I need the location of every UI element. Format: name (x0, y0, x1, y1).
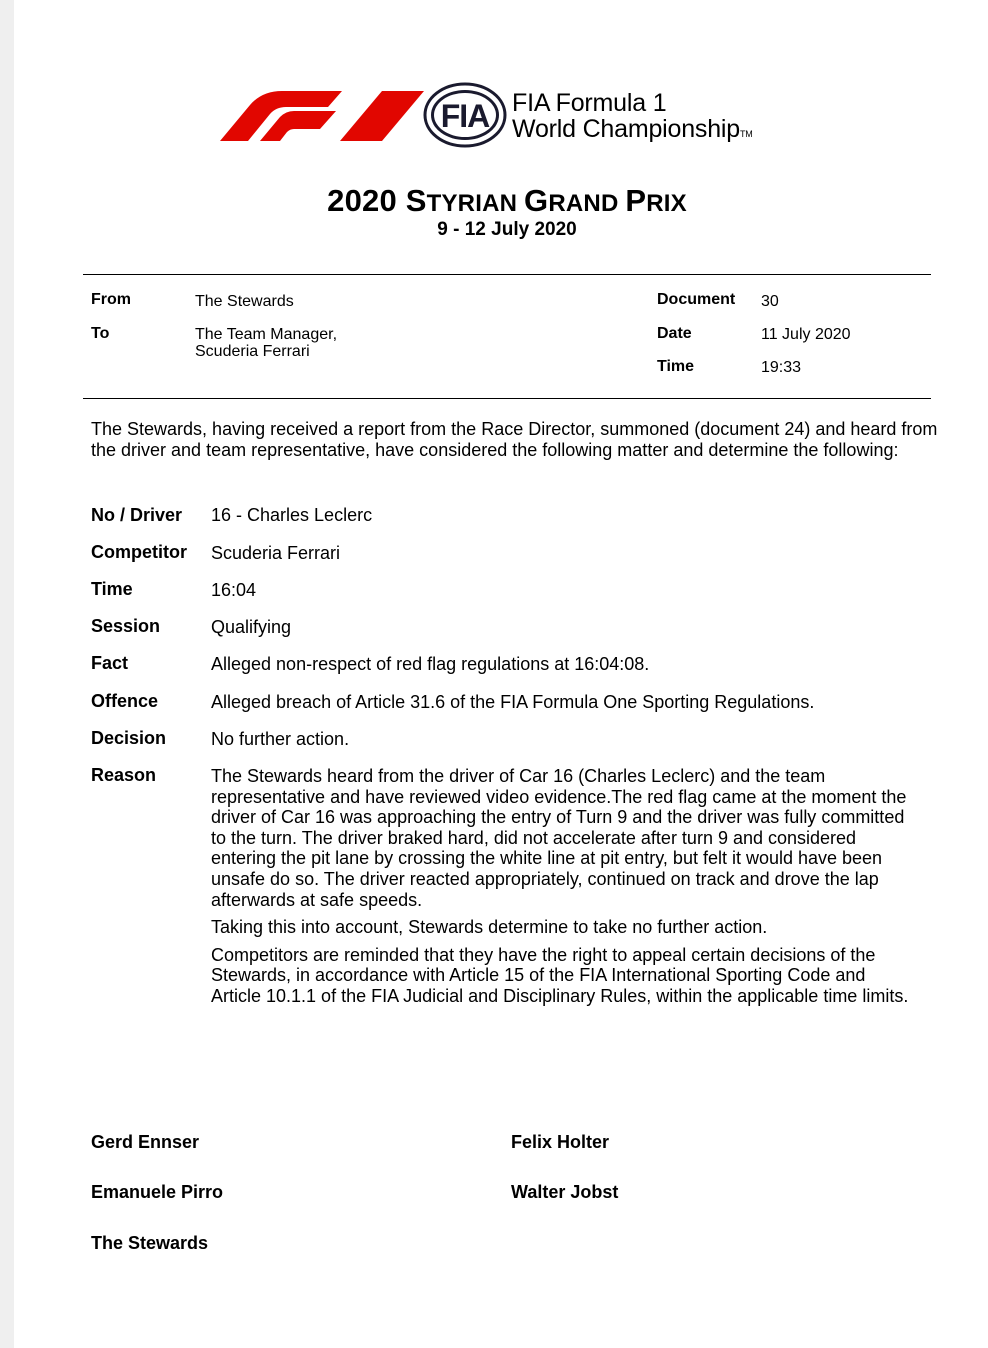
trademark: TM (740, 129, 753, 139)
incident-time-value: 16:04 (211, 580, 257, 600)
to-value-line-1: The Team Manager, (195, 326, 338, 343)
competitor-value: Scuderia Ferrari (211, 543, 341, 563)
steward-signature-4: Walter Jobst (511, 1182, 619, 1202)
time-label: Time (657, 358, 695, 375)
to-label: To (91, 325, 110, 342)
intro-paragraph: The Stewards, having received a report from the Race Director, summoned (document 24) and heard from the driver and team representative, have considered the following matter and determine the following: (91, 419, 938, 460)
reason-paragraph-1: The Stewards heard from the driver of Car 16 (Charles Leclerc) and the team representative and have reviewed video evidence.The red flag came at the moment the driver of Car 16 was approaching the entry of Turn 9 and the driver was fully committed to the turn. The driver braked hard, did not accelerate after turn 9 and considered entering the pit lane by crossing the white line at pit entry, but felt it would have been unsafe do so. The driver reacted appropriately, continued on track and drove the lap afterwards at safe speeds. (211, 766, 907, 910)
steward-signature-1: Gerd Ennser (91, 1132, 200, 1152)
competitor-label: Competitor (91, 542, 187, 562)
fia-logo-icon (422, 82, 508, 148)
document-label: Document (657, 291, 736, 308)
reason-label: Reason (91, 765, 157, 785)
session-value: Qualifying (211, 617, 292, 637)
reason-paragraph-3: Competitors are reminded that they have the right to appeal certain decisions of the Stewards, in accordance with Article 15 of the FIA International Sporting Code and Article 10.1.1 of the FIA Judicial and Disciplinary Rules, within the applicable time limits. (211, 944, 909, 1006)
decision-label: Decision (91, 728, 167, 748)
reason-paragraph-2: Taking this into account, Stewards determine to take no further action. (211, 917, 768, 938)
date-label: Date (657, 325, 692, 342)
date-value: 11 July 2020 (761, 326, 851, 343)
top-divider (83, 274, 931, 275)
svg-text:FIA: FIA (440, 98, 490, 134)
brand-line-2: World ChampionshipTM (512, 115, 753, 143)
header-logos (220, 80, 820, 150)
fact-value: Alleged non-respect of red flag regulations at 16:04:08. (211, 654, 650, 674)
fact-label: Fact (91, 653, 129, 673)
offence-label: Offence (91, 691, 159, 711)
steward-signature-2: Felix Holter (511, 1132, 610, 1152)
stewards-footer: The Stewards (91, 1233, 209, 1253)
f1-logo-icon (220, 89, 426, 141)
time-value: 19:33 (761, 359, 802, 376)
document-value: 30 (761, 293, 779, 310)
from-value: The Stewards (195, 293, 294, 310)
decision-value: No further action. (211, 729, 350, 749)
event-dates: 9 - 12 July 2020 (437, 219, 577, 240)
brand-line-1: FIA Formula 1 (512, 89, 667, 117)
offence-value: Alleged breach of Article 31.6 of the FIA Formula One Sporting Regulations. (211, 692, 815, 712)
page-title: 2020 STYRIAN GRAND PRIX (327, 183, 687, 218)
incident-time-label: Time (91, 579, 133, 599)
bottom-divider (83, 398, 931, 399)
from-label: From (91, 291, 131, 308)
steward-signature-3: Emanuele Pirro (91, 1182, 224, 1202)
driver-label: No / Driver (91, 505, 183, 525)
driver-value: 16 - Charles Leclerc (211, 505, 373, 525)
brand-text (512, 90, 753, 147)
session-label: Session (91, 616, 161, 636)
to-value-line-2: Scuderia Ferrari (195, 343, 310, 360)
reason-text (211, 766, 911, 1014)
